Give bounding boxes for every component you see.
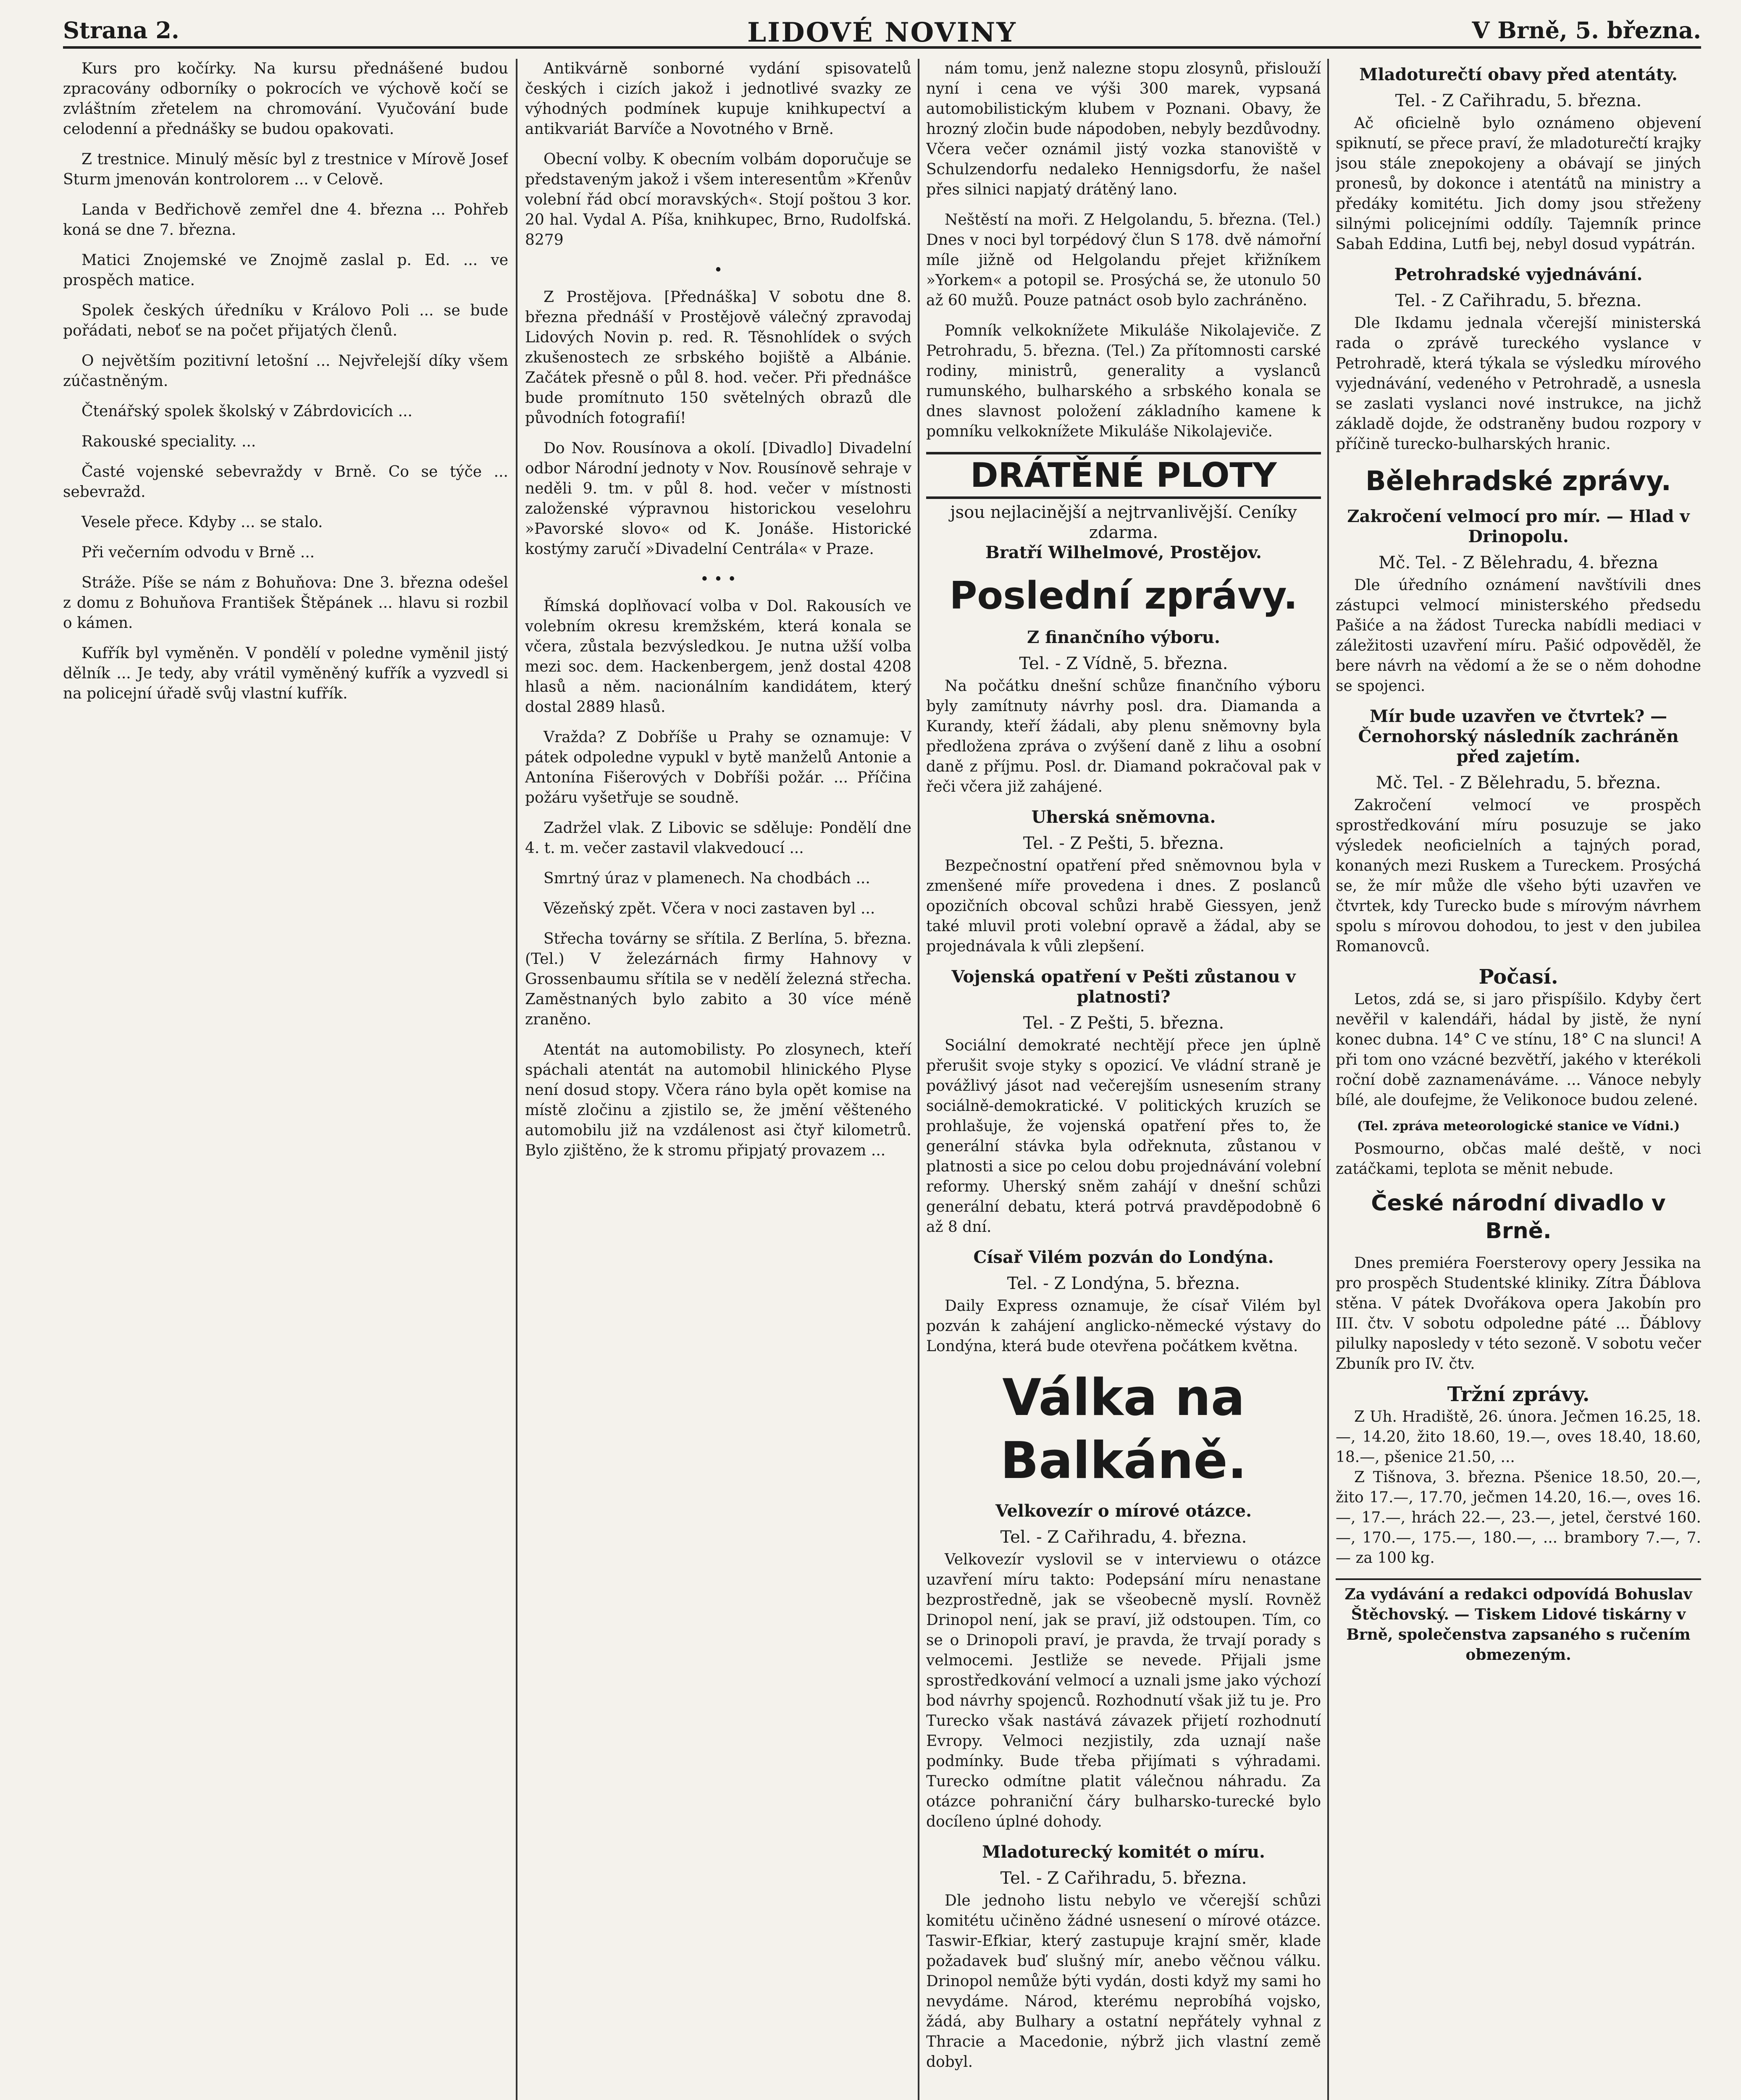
section-ornament: • • • xyxy=(700,571,737,588)
paragraph: Dnes premiéra Foersterovy opery Jessika na pro prospěch Studentské kliniky. Zítra Ďáblova stěna. V pátek Dvořákova opera Jakobín pro III. čtv. V sobotu odpoledne páté ... Ďáblovy pilulky naposledy v této sezoně. V sobotu večer Zbuník pro IV. čtv. xyxy=(1336,1255,1701,1373)
paragraph: Vesele přece. Kdyby ... se stalo. xyxy=(81,514,323,531)
paragraph: Střecha továrny se sřítila. Z Berlína, 5. března. (Tel.) V železárnách firmy Hahnovy v Grossenbaumu sřítila se v nedělí železná střecha. Zaměstnaných bylo zabito a 30 více méně zraněno. xyxy=(525,930,911,1028)
article-dateline: Tel. - Z Cařihradu, 5. března. xyxy=(1395,291,1642,310)
article xyxy=(525,818,911,858)
paragraph: Stráže. Píše se nám z Bohuňova: Dne 3. března odešel z domu z Bohuňova František Štěpánek ... hlavu si rozbil o kámen. xyxy=(63,574,508,632)
imprint-footer: Za vydávání a redakci odpovídá Bohuslav Štěchovský. — Tiskem Lidové tiskárny v Brně, společenstva zapsaného s ručením obmezeným. xyxy=(1336,1578,1701,1665)
weather-note: (Tel. zpráva meteorologické stanice ve Vídni.) xyxy=(1357,1119,1680,1134)
article-headline: Z finančního výboru. xyxy=(1027,627,1220,647)
article xyxy=(926,967,1321,1237)
article xyxy=(63,462,508,502)
paragraph: Smrtný úraz v plamenech. Na chodbách ... xyxy=(544,870,870,887)
ad-text: jsou nejlacinější a nejtrvanlivější. Ceníky zdarma. xyxy=(950,503,1297,542)
article xyxy=(63,200,508,240)
column-rule xyxy=(516,59,517,2100)
market-section xyxy=(1336,1384,1701,1568)
article-headline: Petrohradské vyjednávání. xyxy=(1394,265,1643,284)
paragraph: Dle jednoho listu nebylo ve včerejší schůzi komitétu učiněno žádné usnesení o mírové otázce. Taswir-Efkiar, který zastupuje krajní směr, klade požadavek buď slušný mír, anebo věčnou válku. Drinopol nemůže býti vydán, dosti když my sami ho nevydáme. Národ, kterému neprobíhá vojsko, žádá, aby Bulhary a ostatní nepřátely vyhnal z Thracie a Macedonie, nýbrž jich vlastní země dobyl. xyxy=(926,1892,1321,2071)
article xyxy=(63,432,508,452)
article xyxy=(63,59,508,139)
section-title-theatre: České národní divadlo v Brně. xyxy=(1371,1191,1666,1244)
article-dateline: Tel. - Z Vídně, 5. března. xyxy=(1019,654,1228,673)
wire-fence-advertisement xyxy=(926,452,1321,563)
article xyxy=(63,512,508,533)
paragraph: nám tomu, jenž nalezne stopu zlosynů, přislouží nyní i cena ve výši 300 marek, vypsaná automobilistickým klubem v Poznani. Obavy, že hrozný zločin bude nápodoben, nebyly bezdůvodny. Včera večer oznámil jistý vozka stanoviště v Schulzendorfu nedaleko Hennigsdorfu, že našel přes silnici napjatý drátěný lano. xyxy=(926,60,1321,198)
paragraph: O největším pozitivní letošní ... Nejvřelejší díky všem zúčastněným. xyxy=(63,352,508,390)
article xyxy=(63,351,508,391)
article xyxy=(63,150,508,190)
article xyxy=(525,438,911,559)
column-3 xyxy=(926,59,1321,2100)
article-dateline: Mč. Tel. - Z Bělehradu, 5. března. xyxy=(1376,773,1661,793)
article-dateline: Tel. - Z Cařihradu, 5. března. xyxy=(1000,1869,1247,1888)
paragraph: Z Uh. Hradiště, 26. února. Ječmen 16.25, 18.—, 14.20, žito 18.60, 19.—, oves 18.40, 18.60, 18.—, pšenice 21.50, ... xyxy=(1336,1408,1701,1466)
page-number: Strana 2. xyxy=(63,17,179,44)
article xyxy=(926,1501,1321,1832)
article-dateline: Tel. - Z Pešti, 5. března. xyxy=(1023,834,1224,853)
article xyxy=(63,250,508,291)
paragraph: Antikvárně sonborné vydání spisovatelů českých i cizích jakož i jednotlivé svazky ze výhodných podmínek kupuje knihkupectví a antikvariát Barvíče a Novotného v Brně. xyxy=(525,60,911,138)
article xyxy=(63,402,508,422)
article xyxy=(926,807,1321,957)
paragraph: Letos, zdá se, si jaro přispíšilo. Kdyby čert nevěřil v kalendáři, hádal by jistě, že nyní konec dubna. 14° C ve stínu, 18° C na slunci! A při tom ono vzácné bezvětří, jakého v kterékoli roční době zaznamenáváme. ... Vánoce nebyly bílé, ale doufejme, že Velikonoce budou zelené. xyxy=(1336,991,1701,1109)
masthead xyxy=(63,13,1701,49)
paragraph: Dle úředního oznámení navštívili dnes zástupci velmocí ministerského předsedu Pašiće a na žádost Turecka nabídli mediaci v záležitosti uzavření míru. Pašić odpověděl, že bere návrh na vědomí a že se o něm dohodne se spojenci. xyxy=(1336,577,1701,695)
article-headline: Mladoturecký komitét o míru. xyxy=(982,1842,1265,1862)
article xyxy=(63,301,508,341)
article xyxy=(525,899,911,919)
paragraph: Daily Express oznamuje, že císař Vilém byl pozván k zahájení anglicko-německé výstavy do Londýna, která bude otevřena počátkem května. xyxy=(926,1297,1321,1355)
paragraph: Obecní volby. K obecním volbám doporučuje se představeným jakož i všem interesentům »Křenův volební řád obcí moravských«. Stojí poštou 3 kor. 20 hal. Vydal A. Píša, knihkupec, Brno, Rudolfská. 8279 xyxy=(525,151,911,249)
paragraph: Při večerním odvodu v Brně ... xyxy=(81,544,315,561)
theatre-section xyxy=(1336,1189,1701,1374)
paragraph: Zadržel vlak. Z Libovic se sděluje: Pondělí dne 4. t. m. večer zastavil vlakvedoucí ... xyxy=(525,819,911,857)
article xyxy=(926,1842,1321,2072)
paragraph: Časté vojenské sebevraždy v Brně. Co se týče ... sebevražd. xyxy=(63,463,508,501)
paragraph: Vězeňský zpět. Včera v noci zastaven byl ... xyxy=(544,900,875,917)
article xyxy=(926,1247,1321,1357)
column-4 xyxy=(1336,59,1701,2100)
section-title-weather: Počasí. xyxy=(1478,965,1558,989)
paragraph: Dle Ikdamu jednala včerejší ministerská rada o zprávě tureckého vyslance v Petrohradě, která týkala se výsledku mírového vyjednávání, vedeného v Petrohradě, a usnesla se zaslati vyslanci nové instrukce, na jichž základě dojde, že odstraněny budou rozpory v příčině turecko-bulharských hranic. xyxy=(1336,315,1701,453)
paragraph: Na počátku dnešní schůze finančního výboru byly zamítnuty návrhy posl. dra. Diamanda a Kurandy, kteří žádali, aby plenu sněmovny byla předložena zpráva o zvýšení daně z lihu a osobní daně z příjmu. Posl. dr. Diamand pokračoval pak v řeči včera již zahájené. xyxy=(926,677,1321,795)
ad-title: DRÁTĚNÉ PLOTY xyxy=(926,452,1321,499)
article-dateline: Tel. - Z Londýna, 5. března. xyxy=(1007,1274,1240,1293)
article-headline: Uherská sněmovna. xyxy=(1031,807,1216,827)
article-dateline: Tel. - Z Cařihradu, 4. března. xyxy=(1000,1528,1247,1547)
article-dateline: Tel. - Z Pešti, 5. března. xyxy=(1023,1013,1224,1033)
article xyxy=(525,929,911,1030)
article xyxy=(63,643,508,704)
article xyxy=(926,627,1321,797)
article xyxy=(1336,265,1701,454)
paragraph: Z trestnice. Minulý měsíc byl z trestnice v Mírově Josef Sturm jmenován kontrolorem ... v Celově. xyxy=(63,151,508,188)
article xyxy=(525,150,911,250)
article-headline: Velkovezír o mírové otázce. xyxy=(995,1501,1252,1521)
section-title-belgrade: Bělehradské zprávy. xyxy=(1365,466,1671,497)
article-dateline: Tel. - Z Cařihradu, 5. března. xyxy=(1395,91,1642,110)
article xyxy=(1336,507,1701,696)
weather-section xyxy=(1336,967,1701,1179)
article xyxy=(525,727,911,808)
paragraph: Neštěstí na moři. Z Helgolandu, 5. března. (Tel.) Dnes v noci byl torpédový člun S 178. dvě námořní míle jižně od Helgolandu přejet křižníkem »Yorkem« a potopil se. Prosýchá se, že utonulo 50 až 60 mužů. Pouze patnáct osob bylo zachráněno. xyxy=(926,211,1321,309)
article xyxy=(926,59,1321,200)
newspaper-title: LIDOVÉ NOVINY xyxy=(747,17,1017,48)
article-dateline: Mč. Tel. - Z Bělehradu, 4. března xyxy=(1378,553,1658,572)
paragraph: Rakouské speciality. ... xyxy=(81,433,256,450)
paragraph: Landa v Bedřichově zemřel dne 4. března ... Pohřeb koná se dne 7. března. xyxy=(63,201,508,239)
paragraph: Sociální demokraté nechtějí přece jen úplně přerušit svoje styky s opozicí. Ve vládní straně je povážlivý jásot nad večerejším usnesením strany sociálně-demokratické. V politických kruzích se prohlašuje, že vojenská opatření přes to, že generální stávka byla odřeknuta, zůstanou v platnosti a sice po celou dobu projednávání volební reformy. Uherský sněm zahájí v dnešní schůzi generální debatu, která potrvá pravděpodobně 6 až 8 dní. xyxy=(926,1037,1321,1236)
paragraph: Čtenářský spolek školský v Zábrdovicích ... xyxy=(81,403,412,420)
column-2 xyxy=(525,59,911,2100)
paragraph: Matici Znojemské ve Znojmě zaslal p. Ed. ... ve prospěch matice. xyxy=(63,252,508,289)
paragraph: Z Tišnova, 3. března. Pšenice 18.50, 20.—, žito 17.—, 17.70, ječmen 14.20, 16.—, oves 16.—, 17.—, hrách 22.—, 23.—, jetel, čerstvé 160.—, 170.—, 175.—, 180.—, ... brambory 7.—, 7.— za 100 kg. xyxy=(1336,1469,1701,1567)
section-title-balkan-war: Válka na Balkáně. xyxy=(1000,1369,1247,1490)
article xyxy=(525,596,911,717)
paragraph: Pomník velkoknížete Mikuláše Nikolajeviče. Z Petrohradu, 5. března. (Tel.) Za přítomnosti carské rodiny, ministrů, generality a vyslanců rumunského, bulharského a srbského konala se dnes slavnost položení základního kamene k pomníku velkoknížete Mikuláše Nikolajeviče. xyxy=(926,322,1321,440)
paragraph: Kurs pro kočírky. Na kursu přednášené budou zpracovány odborníky o pokrocích ve výchově kočí se zvláštním zřetelem na chromování. Vyučování bude celodenní a přednášky se budou opakovati. xyxy=(63,60,508,138)
article xyxy=(1336,706,1701,957)
article xyxy=(525,287,911,428)
ad-firm: Bratří Wilhelmové, Prostějov. xyxy=(985,543,1262,562)
article-headline: Zakročení velmocí pro mír. — Hlad v Drinopolu. xyxy=(1347,507,1690,546)
paragraph: Z Prostějova. [Přednáška] V sobotu dne 8. března přednáší v Prostějově válečný zpravodaj Lidových Novin p. red. R. Těsnohlídek o svých zkušenostech ze srbského bojiště a Albánie. Začátek přesně o půl 8. hod. večer. Při přednášce bude promítnuto 150 světelných obrazů dle původních fotografií! xyxy=(525,289,911,427)
column-rule xyxy=(1327,59,1329,2100)
paragraph: Atentát na automobilisty. Po zlosynech, kteří spáchali atentát na automobil hlinického Plyse není dosud stopy. Včera ráno byla opět komise na místě zločinu a zjistilo se, že jmění věšteného automobilu již na vzdálenost asi čtyř kilometrů. Bylo zjištěno, že k stromu připjatý provazem ... xyxy=(525,1041,911,1159)
issue-date: V Brně, 5. března. xyxy=(1472,17,1701,44)
column-rule xyxy=(918,59,919,2100)
paragraph: Vražda? Z Dobříše u Prahy se oznamuje: V pátek odpoledne vypukl v bytě manželů Antonie a Antonína Fišerových v Dobříši požár. ... Příčina požáru vyšetřuje se soudně. xyxy=(525,729,911,806)
article-headline: Mír bude uzavřen ve čtvrtek? — Černohorský následník zachráněn před zajetím. xyxy=(1358,706,1679,766)
paragraph: Velkovezír vyslovil se v interviewu o otázce uzavření míru takto: Podepsání míru nenastane bezprostředně, jak se všeobecně myslí. Rovněž Drinopol není, jak se praví, již odstoupen. Tím, co se o Drinopoli praví, je pravda, že trvají porady s velmocemi. Jestliže se nevede. Přijali jsme sprostředkování velmocí a uznali jsme jako výchozí bod návrhy spojenců. Rozhodnutí však již tu je. Pro Turecko však nastává závazek přijetí rozhodnutí Evropy. Velmoci nezjistily, zda uznají naše podmínky. Bude třeba přijímati s výhradami. Turecko odmítne platit válečnou náhradu. Za otázce pohraniční čáry bulharsko-turecké bylo docíleno úplné dohody. xyxy=(926,1551,1321,1830)
paragraph: Ač oficielně bylo oznámeno objevení spiknutí, se přece praví, že mladoturečtí krajky jsou stále znepokojeny a obávají se jiných pronesů, by dokonce i atentátů na ministry a předáky komitétu. Jich domy jsou střeženy silnými policejními oddíly. Tajemník prince Sabah Eddina, Lutfi bej, nebyl dosud vypátrán. xyxy=(1336,115,1701,253)
column-1 xyxy=(63,59,508,2100)
article xyxy=(525,1040,911,1161)
article xyxy=(1336,65,1701,255)
paragraph: Do Nov. Rousínova a okolí. [Divadlo] Divadelní odbor Národní jednoty v Nov. Rousínově sehraje v neděli 9. tm. v půl 8. hod. večer v místnosti založenské výpravnou historickou veselohru »Pavorské slovo« od K. Jonáše. Historické kostýmy zaručí »Divadelní Centrála« v Praze. xyxy=(525,440,911,558)
paragraph: Kufřík byl vyměněn. V pondělí v poledne vyměnil jistý dělník ... Je tedy, aby vrátil vyměněný kufřík a vyzvedl si na policejní úřadě svůj vlastní kufřík. xyxy=(63,645,508,702)
article xyxy=(926,210,1321,311)
section-ornament: • xyxy=(714,262,723,279)
paragraph: Posmourno, občas malé deště, v noci zatáčkami, teplota se měnit nebude. xyxy=(1336,1140,1701,1178)
paragraph: Spolek českých úředníku v Královo Poli ... se bude pořádati, neboť se na počet přijatých členů. xyxy=(63,302,508,339)
article xyxy=(63,543,508,563)
article-headline: Vojenská opatření v Pešti zůstanou v platnosti? xyxy=(951,967,1296,1007)
article xyxy=(926,321,1321,442)
section-title-market: Tržní zprávy. xyxy=(1447,1383,1590,1406)
paragraph: Zakročení velmocí ve prospěch sprostředkování míru posuzuje se jako výsledek neoficielních a tajných porad, konaných mezi Ruskem a Tureckem. Prosýchá se, že mír může dle všeho býti uzavřen ve čtvrtek, kdy Turecko bude s mírovým návrhem spolu s mírovou dohodou, to jest v den jubilea Romanovců. xyxy=(1336,797,1701,955)
paragraph: Římská doplňovací volba v Dol. Rakousích ve volebním okresu kremžském, která konala se včera, zůstala bezvýsledkou. Je nutna užší volba mezi soc. dem. Hackenbergem, jenž dostal 4208 hlasů a něm. nacionálním kandidátem, který dostal 2889 hlasů. xyxy=(525,598,911,716)
article xyxy=(63,573,508,633)
article xyxy=(525,869,911,889)
article-headline: Mladoturečtí obavy před atentáty. xyxy=(1359,65,1678,84)
article-headline: Císař Vilém pozván do Londýna. xyxy=(973,1247,1274,1267)
paragraph: Bezpečnostní opatření před sněmovnou byla v zmenšené míře provedena i dnes. Z poslanců opozičních obcoval schůzi hrabě Giessyen, jenž také mluvil proti volební opravě a žádal, aby se projednávala k vůli zlepšení. xyxy=(926,857,1321,955)
section-title-latest-news: Poslední zprávy. xyxy=(949,574,1298,618)
article xyxy=(525,59,911,139)
